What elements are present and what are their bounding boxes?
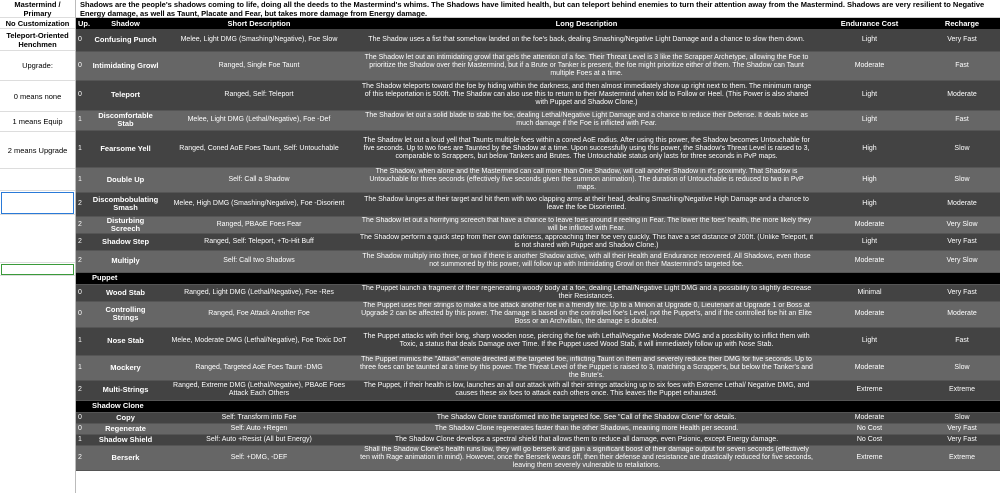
- table-row: [76, 29, 1000, 51]
- cell-long-description: The Shadow Clone regenerates faster than the other Shadows, meaning more Health per second.: [357, 423, 816, 434]
- cell-long-description: The Puppet, if their health is low, launches an all out attack with all their strings attacking up to six foes with Extreme Lethal/ Negative DMG, and causes these six foes to attack each others once. This leaves the Puppet exhausted.: [357, 380, 816, 400]
- cell-recharge: Very Fast: [923, 284, 1000, 301]
- table-row: [76, 130, 1000, 167]
- cell-endurance-cost: Light: [816, 110, 923, 130]
- left-header: Mastermind / Primary: [0, 0, 75, 18]
- cell-upgrade: 0: [76, 423, 90, 434]
- cell-endurance-cost: Light: [816, 327, 923, 355]
- cell-endurance-cost: High: [816, 130, 923, 167]
- cell-endurance-cost: Moderate: [816, 250, 923, 272]
- table-row: [76, 192, 1000, 216]
- cell-recharge: Slow: [923, 130, 1000, 167]
- cell-recharge: Moderate: [923, 301, 1000, 327]
- cell-power-name: Multiply: [90, 250, 161, 272]
- cell-power-name: Confusing Punch: [90, 29, 161, 51]
- cell-short-description: Ranged, Foe Attack Another Foe: [161, 301, 357, 327]
- cell-power-name: Multi-Strings: [90, 380, 161, 400]
- cell-upgrade: 1: [76, 327, 90, 355]
- cell-recharge: Very Slow: [923, 216, 1000, 233]
- cell-short-description: Ranged, Targeted AoE Foes Taunt -DMG: [161, 355, 357, 380]
- col-header-up: Up.: [78, 19, 91, 28]
- cell-short-description: Melee, High DMG (Smashing/Negative), Foe -Disorient: [161, 192, 357, 216]
- cell-power-name: Shadow Step: [90, 233, 161, 250]
- cell-recharge: Slow: [923, 167, 1000, 192]
- cell-upgrade: 0: [76, 301, 90, 327]
- section-row-shadow-clone: [76, 400, 1000, 412]
- cell-short-description: Self: Transform into Foe: [161, 412, 357, 423]
- cell-short-description: Ranged, Single Foe Taunt: [161, 51, 357, 80]
- cell-power-name: Disturbing Screech: [90, 216, 161, 233]
- table-row: [76, 167, 1000, 192]
- cell-short-description: Ranged, Self: Teleport: [161, 80, 357, 110]
- cell-power-name: Mockery: [90, 355, 161, 380]
- cell-long-description: The Shadow teleports toward the foe by hiding within the darkness, and then almost immediately show up right next to them. The minimum range of this teleportation is 500ft. The Shadow can also use this to return to their Mastermind when told to Follow or Heel. (This Power is also shared with Puppet and Shadow Clone.): [357, 80, 816, 110]
- table-row: [76, 355, 1000, 380]
- cell-power-name: Discomfortable Stab: [90, 110, 161, 130]
- cell-long-description: The Shadow let out a horrifying screech that have a chance to leave foes around it reeling in Fear. The lower the foes' health, the more likely they will be inflicted with Fear.: [357, 216, 816, 233]
- cell-upgrade: 0: [76, 80, 90, 110]
- cell-recharge: Slow: [923, 355, 1000, 380]
- table-row: [76, 80, 1000, 110]
- cell-long-description: The Puppet attacks with their long, sharp wooden nose, piercing the foe with Lethal/Negative Moderate DMG and a possibility to inflict them with Toxic, a status that deals Damage over Time. If the Puppet used Wood Stab, it will immediately follow up with Nose Stab.: [357, 327, 816, 355]
- cell-upgrade: 2: [76, 380, 90, 400]
- cell-upgrade: 1: [76, 355, 90, 380]
- cell-long-description: The Shadow, when alone and the Mastermind can call more than One Shadow, will call another Shadow in it's proximity. That Shadow is Untouchable for three seconds (effectively five seconds given the summon animation). The duration of Untouchable is reduced to two in PvP maps.: [357, 167, 816, 192]
- cell-endurance-cost: Minimal: [816, 284, 923, 301]
- table-row: [76, 250, 1000, 272]
- section-label: Shadow Clone: [90, 400, 1000, 412]
- cell-long-description: The Shadow lunges at their target and hit them with two clapping arms at their head, dealing Smashing/Negative High Damage and a chance to leave the foe Disoriented.: [357, 192, 816, 216]
- cell-recharge: Fast: [923, 327, 1000, 355]
- col-header-short: Short Description: [161, 18, 357, 29]
- cell-power-name: Double Up: [90, 167, 161, 192]
- cell-upgrade: 1: [76, 167, 90, 192]
- cell-endurance-cost: Moderate: [816, 412, 923, 423]
- cell-endurance-cost: Moderate: [816, 51, 923, 80]
- cell-upgrade: 2: [76, 445, 90, 470]
- cell-power-name: Fearsome Yell: [90, 130, 161, 167]
- section-label: Puppet: [90, 272, 1000, 284]
- table-row: [76, 110, 1000, 130]
- table-row: [76, 233, 1000, 250]
- col-header-recharge: Recharge: [923, 18, 1000, 29]
- cell-recharge: Extreme: [923, 380, 1000, 400]
- table-row: [76, 51, 1000, 80]
- cell-long-description: The Shadow let out a solid blade to stab the foe, dealing Lethal/Negative Light Damage and a chance to reduce their Defense. It deals twice as much damage if the Foe is inflicted with Fear.: [357, 110, 816, 130]
- table-row: [76, 216, 1000, 233]
- table-row: [76, 412, 1000, 423]
- cell-recharge: Fast: [923, 110, 1000, 130]
- empty-cell[interactable]: [0, 215, 75, 263]
- table-row: [76, 445, 1000, 470]
- cell-short-description: Self: Auto +Resist (All but Energy): [161, 434, 357, 445]
- cell-endurance-cost: Light: [816, 233, 923, 250]
- cell-short-description: Ranged, PBAoE Foes Fear: [161, 216, 357, 233]
- cell-endurance-cost: Extreme: [816, 380, 923, 400]
- table-row: [76, 327, 1000, 355]
- selected-cell-green[interactable]: [0, 263, 75, 276]
- cell-long-description: The Shadow perform a quick step from their own darkness, approaching their foe very quickly. This have a set distance of 200ft. (Unlike Teleport, it is not shared with Puppet and Shadow Clone.): [357, 233, 816, 250]
- cell-long-description: The Shadow multiply into three, or two if there is another Shadow active, with all their Health and Endurance recovered. All Shadows, even those not summoned by this power, will follow up with Intimidating Growl on their Mastermind's targeted foe.: [357, 250, 816, 272]
- cell-power-name: Teleport: [90, 80, 161, 110]
- cell-recharge: Extreme: [923, 445, 1000, 470]
- cell-recharge: Very Slow: [923, 250, 1000, 272]
- cell-power-name: Discombobulating Smash: [90, 192, 161, 216]
- cell-upgrade: 0: [76, 51, 90, 80]
- cell-short-description: Melee, Light DMG (Smashing/Negative), Foe Slow: [161, 29, 357, 51]
- powers-sheet: [76, 0, 1000, 493]
- cell-upgrade: 1: [76, 110, 90, 130]
- cell-long-description: The Shadow Clone transformed into the targeted foe. See "Call of the Shadow Clone" for details.: [357, 412, 816, 423]
- cell-power-name: Berserk: [90, 445, 161, 470]
- legend-label: 0 means none: [0, 81, 75, 112]
- cell-long-description: The Shadow uses a fist that somehow landed on the foe's back, dealing Smashing/Negative Light Damage and a chance to slow them down.: [357, 29, 816, 51]
- table-row: [76, 301, 1000, 327]
- cell-upgrade: 0: [76, 29, 90, 51]
- cell-power-name: Copy: [90, 412, 161, 423]
- cell-recharge: Very Fast: [923, 434, 1000, 445]
- legend-label: Upgrade:: [0, 51, 75, 81]
- cell-short-description: Self: +DMG, -DEF: [161, 445, 357, 470]
- cell-power-name: Shadow Shield: [90, 434, 161, 445]
- cell-short-description: Melee, Light DMG (Lethal/Negative), Foe -Def: [161, 110, 357, 130]
- cell-recharge: Slow: [923, 412, 1000, 423]
- cell-endurance-cost: Light: [816, 80, 923, 110]
- cell-endurance-cost: Moderate: [816, 216, 923, 233]
- cell-power-name: Regenerate: [90, 423, 161, 434]
- cell-power-name: Wood Stab: [90, 284, 161, 301]
- cell-short-description: Self: Call a Shadow: [161, 167, 357, 192]
- cell-endurance-cost: High: [816, 167, 923, 192]
- cell-long-description: The Puppet uses their strings to make a foe attack another foe in a friendly fire. Up to a Minion at Upgrade 0, Lieutenant at Upgrade 1 or Boss at Upgrade 2 can be affected by this power. The damage is based on the controlled foe's Level, not the Puppet's, and if the controlled foe hit an Elite Boss or an Archvillain, the damage is doubled.: [357, 301, 816, 327]
- left-legend-column: [0, 0, 76, 493]
- cell-upgrade: 1: [76, 130, 90, 167]
- legend-label: Teleport-Oriented Henchmen: [0, 29, 75, 51]
- section-row-puppet: [76, 272, 1000, 284]
- cell-upgrade: 2: [76, 192, 90, 216]
- cell-power-name: Intimidating Growl: [90, 51, 161, 80]
- cell-short-description: Melee, Moderate DMG (Lethal/Negative), Foe Toxic DoT: [161, 327, 357, 355]
- legend-label: 1 means Equip: [0, 112, 75, 132]
- cell-recharge: Fast: [923, 51, 1000, 80]
- cell-long-description: Shall the Shadow Clone's health runs low, they will go berserk and gain a significant boost of their damage output for seven seconds (effectively ten with Rage animation in mind). However, once the Berserk wears off, then their defense and resistance are drastically reduced for five seconds, leaving them severely vulnerable to retaliations.: [357, 445, 816, 470]
- powers-table: [76, 18, 1000, 471]
- table-row: [76, 423, 1000, 434]
- cell-endurance-cost: Moderate: [816, 301, 923, 327]
- cell-upgrade: 0: [76, 412, 90, 423]
- selected-cell[interactable]: [0, 191, 75, 215]
- table-row: [76, 434, 1000, 445]
- cell-long-description: The Shadow Clone develops a spectral shield that allows them to reduce all damage, even Psionic, except Energy damage.: [357, 434, 816, 445]
- cell-short-description: Ranged, Coned AoE Foes Taunt, Self: Untouchable: [161, 130, 357, 167]
- cell-short-description: Self: Auto +Regen: [161, 423, 357, 434]
- cell-power-name: Nose Stab: [90, 327, 161, 355]
- col-header-cost: Endurance Cost: [816, 18, 923, 29]
- cell-endurance-cost: Extreme: [816, 445, 923, 470]
- cell-endurance-cost: Light: [816, 29, 923, 51]
- cell-recharge: Very Fast: [923, 233, 1000, 250]
- cell-recharge: Very Fast: [923, 423, 1000, 434]
- cell-upgrade: 2: [76, 233, 90, 250]
- cell-recharge: Moderate: [923, 80, 1000, 110]
- cell-short-description: Self: Call two Shadows: [161, 250, 357, 272]
- cell-power-name: Controlling Strings: [90, 301, 161, 327]
- cell-endurance-cost: High: [816, 192, 923, 216]
- empty-cell[interactable]: [0, 169, 75, 191]
- cell-upgrade: 2: [76, 250, 90, 272]
- table-header-row: [76, 18, 1000, 29]
- cell-recharge: Moderate: [923, 192, 1000, 216]
- cell-upgrade: 2: [76, 216, 90, 233]
- cell-recharge: Very Fast: [923, 29, 1000, 51]
- cell-long-description: The Shadow let out an intimidating growl that gels the attention of a foe. Their Threat Level is 3 like the Scrapper Archetype, allowing the Foe to prioritize the Shadow over their Mastermind, but if a Brute or Tanker is present, the foe might prioritize either of them. The Shadow can Taunt multiple Foes at a time.: [357, 51, 816, 80]
- cell-short-description: Ranged, Extreme DMG (Lethal/Negative), PBAoE Foes Attack Each Others: [161, 380, 357, 400]
- col-header-shadow: Shadow: [90, 18, 161, 29]
- cell-short-description: Ranged, Light DMG (Lethal/Negative), Foe -Res: [161, 284, 357, 301]
- table-row: [76, 284, 1000, 301]
- legend-title: No Customization: [0, 18, 75, 29]
- cell-long-description: The Puppet mimics the "Attack" emote directed at the targeted foe, inflicting Taunt on them and severely reduce their DMG for five seconds. Up to three foes can be taunted at a time by this power. The Threat Level of the Puppet is raised to 3, matching a Scrapper's, but below the Tanker's and the Brute's.: [357, 355, 816, 380]
- cell-endurance-cost: No Cost: [816, 434, 923, 445]
- cell-upgrade: 0: [76, 284, 90, 301]
- col-header-long: Long Description: [357, 18, 816, 29]
- cell-endurance-cost: No Cost: [816, 423, 923, 434]
- legend-label: 2 means Upgrade: [0, 132, 75, 169]
- cell-short-description: Ranged, Self: Teleport, +To-Hit Buff: [161, 233, 357, 250]
- cell-long-description: The Puppet launch a fragment of their regenerating woody body at a foe, dealing Lethal/Negative Light DMG and a possibility to slightly decrease their Resistances.: [357, 284, 816, 301]
- cell-long-description: The Shadow let out a loud yell that Taunts multiple foes within a coned AoE radius. After using this power, the Shadow becomes Untouchable for five seconds. Up to two foes are Taunted by the Shadow at a time. Upon successfully using this power, the Shadow's Threat Level is raised to 3, comparable to Scrappers, but below Tankers and Brutes. The Untouchable status only lasts for three seconds in PvP maps.: [357, 130, 816, 167]
- intro-text: Shadows are the people's shadows coming to life, doing all the deeds to the Mastermind's whims. The Shadows have limited health, but can teleport behind enemies to turn their attention away from the Mastermind. Shadows are very resilient to Negative Energy damage, as well as Taunt, Placate and Fear, but takes more damage from Energy damage.: [76, 0, 1000, 18]
- cell-endurance-cost: Moderate: [816, 355, 923, 380]
- table-row: [76, 380, 1000, 400]
- cell-upgrade: 1: [76, 434, 90, 445]
